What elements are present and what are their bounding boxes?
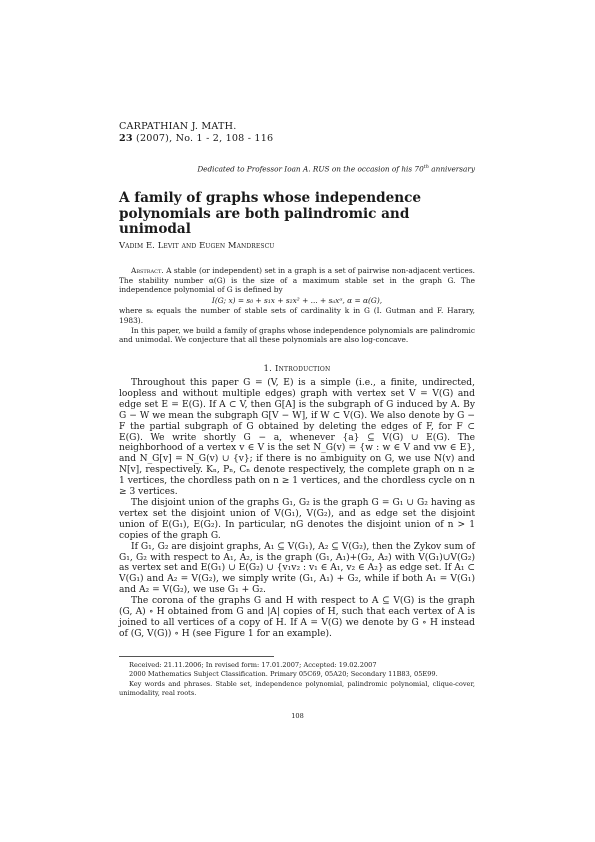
footnote-rule bbox=[119, 656, 274, 657]
body-paragraph: The disjoint union of the graphs G₁, G₂ is the graph G = G₁ ∪ G₂ having as vertex set the disjoint union of V(G₁), V(G₂), and as edge set the disjoint union of E(G₁), E(G₂). In particular, nG denotes the disjoint union of n > 1 copies of the graph G. bbox=[119, 497, 475, 541]
abstract-paragraph: In this paper, we build a family of graphs whose independence polynomials are palindromic and unimodal. We conjecture that all these polynomials are also log-concave. bbox=[119, 325, 475, 345]
paper-authors: Vadim E. Levit and Eugen Mandrescu bbox=[119, 240, 275, 250]
dedication-sup: th bbox=[423, 164, 429, 170]
journal-volume: 23 bbox=[119, 133, 133, 144]
footnote-keywords: Key words and phrases. Stable set, independence polynomial, palindromic polynomial, clique-cover, unimodality, real roots. bbox=[119, 679, 475, 697]
body-paragraph: If G₁, G₂ are disjoint graphs, A₁ ⊆ V(G₁), A₂ ⊆ V(G₂), then the Zykov sum of G₁, G₂ with respect to A₁, A₂, is the graph (G₁, A₁)+(G₂, A₂) with V(G₁)∪V(G₂) as vertex set and E(G₁) ∪ E(G₂) ∪ {v₁v₂ : v₁ ∈ A₁, v₂ ∈ A₂} as edge set. If A₁ ⊂ V(G₁) and A₂ = V(G₂), we simply write (G₁, A₁) + G₂, while if both A₁ = V(G₁) and A₂ = V(G₂), we use G₁ + G₂. bbox=[119, 541, 475, 596]
paper-title: A family of graphs whose independence polynomials are both palindromic and unimodal bbox=[119, 190, 422, 237]
footnote-msc: 2000 Mathematics Subject Classification. Primary 05C69, 05A20; Secondary 11B83, 05E99. bbox=[129, 670, 438, 679]
journal-issue: (2007), No. 1 - 2, 108 - 116 bbox=[132, 133, 274, 144]
journal-header bbox=[119, 121, 273, 145]
footnote-received: Received: 21.11.2006; In revised form: 17.01.2007; Accepted: 19.02.2007 bbox=[129, 661, 377, 669]
abstract-heading: Abstract. bbox=[131, 266, 164, 275]
dedication bbox=[197, 164, 475, 173]
abstract-text: A stable (or independent) set in a graph is a set of pairwise non-adjacent vertices. The stability number α(G) is the size of a maximum stable set in the graph G. The independence polynomial of G is defined by bbox=[119, 266, 475, 295]
footnotes bbox=[119, 661, 475, 698]
page-number: 108 bbox=[291, 712, 304, 720]
journal-name: CARPATHIAN J. MATH. bbox=[119, 121, 237, 132]
dedication-text: Dedicated to Professor Ioan A. RUS on the occasion of his 70 bbox=[197, 164, 424, 174]
dedication-tail: anniversary bbox=[428, 164, 475, 174]
body-paragraph: The corona of the graphs G and H with respect to A ⊆ V(G) is the graph (G, A) ∘ H obtained from G and |A| copies of H, such that each vertex of A is joined to all vertices of a copy of H. If A = V(G) we denote by G ∘ H instead of (G, V(G)) ∘ H (see Figure 1 for an example). bbox=[119, 596, 475, 639]
abstract-paragraph bbox=[119, 266, 475, 295]
abstract bbox=[119, 266, 475, 345]
journal-citation bbox=[119, 133, 273, 145]
abstract-paragraph: where sₖ equals the number of stable sets of cardinality k in G (I. Gutman and F. Harary, 1983). bbox=[119, 306, 475, 325]
body-paragraph: Throughout this paper G = (V, E) is a simple (i.e., a finite, undirected, loopless and without multiple edges) graph with vertex set V = V(G) and edge set E = E(G). If A ⊂ V, then G[A] is the subgraph of G induced by A. By G − W we mean the subgraph G[V − W], if W ⊂ V(G). We also denote by G − F the partial subgraph of G obtained by deleting the edges of F, for F ⊂ E(G). We write shortly G − a, whenever {a} ⊆ V(G) ∪ E(G). The neighborhood of a vertex v ∈ V is the set N_G(v) = {w : w ∈ V and vw ∈ E}, and N_G[v] = N_G(v) ∪ {v}; if there is no ambiguity on G, we use N(v) and N[v], respectively. Kₙ, Pₙ, Cₙ denote respectively, the complete graph on n ≥ 1 vertices, the chordless path on n ≥ 1 vertices, and the chordless cycle on n ≥ 3 vertices. bbox=[119, 378, 475, 498]
section-heading: 1. Introduction bbox=[263, 364, 331, 374]
body-text bbox=[119, 378, 475, 640]
independence-polynomial-formula: I(G; x) = s₀ + s₁x + s₂x² + ... + sₐxᵅ, α = α(G), bbox=[211, 295, 383, 305]
